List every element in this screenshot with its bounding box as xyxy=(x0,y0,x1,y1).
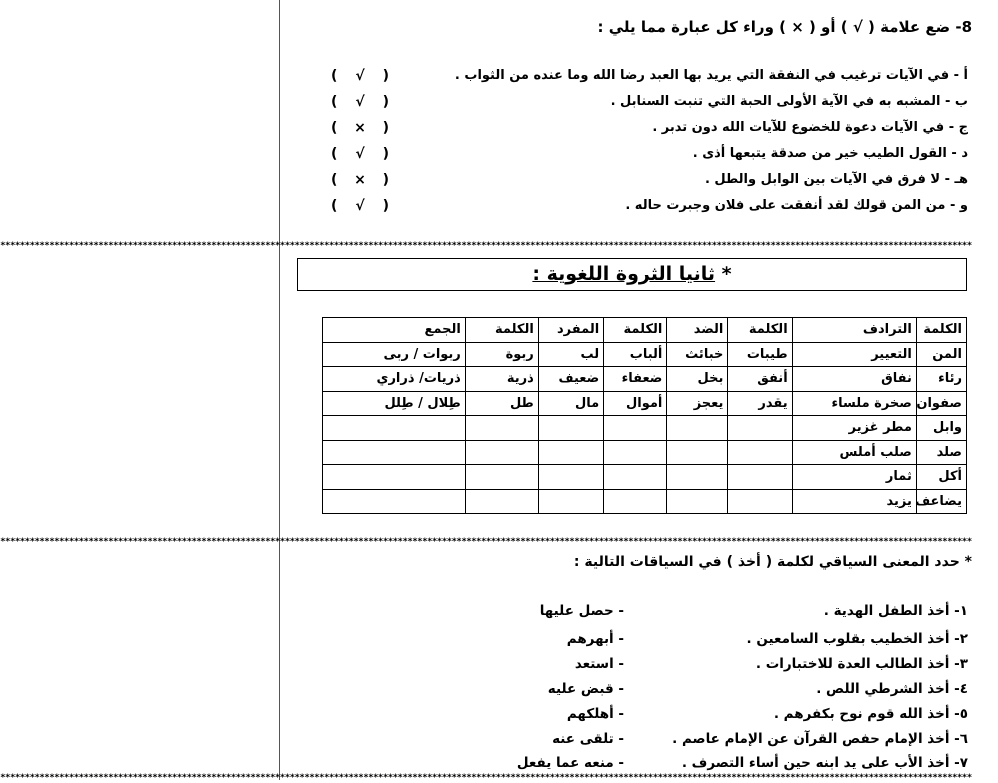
statement-b: ب - المشبه به في الآية الأولى الحبة التي تنبت السنابل . xyxy=(610,94,968,109)
table-cell: لب xyxy=(538,342,603,367)
table-cell xyxy=(667,465,728,490)
table-row xyxy=(323,489,967,514)
header-cell: الكلمة xyxy=(916,318,966,343)
context-answer-7: - منعه عما يفعل xyxy=(516,755,624,771)
table-cell: طِلال / طِلل xyxy=(323,391,466,416)
context-answer-1: - حصل عليها xyxy=(539,603,624,619)
table-cell: ضعيف xyxy=(538,367,603,392)
context-sentence-5: ٥- أخذ الله قوم نوح بكفرهم . xyxy=(773,706,968,722)
answer-mark-e: ( × ) xyxy=(331,172,389,188)
table-row xyxy=(323,342,967,367)
table-cell: ربوات / ربى xyxy=(323,342,466,367)
header-cell: الكلمة xyxy=(465,318,538,343)
answer-mark-a: ( √ ) xyxy=(331,68,389,84)
header-cell: الجمع xyxy=(323,318,466,343)
table-cell: أموال xyxy=(604,391,667,416)
separator-line: ****************************************************************************************************************************************************************************************************** xyxy=(0,241,972,251)
table-cell: صفوان xyxy=(916,391,966,416)
answer-mark-c: ( × ) xyxy=(331,120,389,136)
table-row xyxy=(323,391,967,416)
table-cell xyxy=(465,465,538,490)
table-cell xyxy=(667,489,728,514)
statement-a: أ - في الآيات ترغيب في النفقة التي يريد بها العبد رضا الله وما عنده من الثواب . xyxy=(454,68,968,83)
table-cell: ثمار xyxy=(792,465,916,490)
table-cell: صلب أملس xyxy=(792,440,916,465)
context-answer-6: - تلقى عنه xyxy=(552,731,624,747)
table-cell: التعيير xyxy=(792,342,916,367)
table-cell xyxy=(538,416,603,441)
table-cell: المن xyxy=(916,342,966,367)
header-cell: الكلمة xyxy=(728,318,792,343)
context-sentence-1: ١- أخذ الطفل الهدية . xyxy=(823,603,968,619)
statement-e: هـ - لا فرق في الآيات بين الوابل والطل . xyxy=(704,172,968,187)
separator-line: ****************************************************************************************************************************************************************************************************** xyxy=(0,537,972,547)
table-header-row xyxy=(323,318,967,343)
table-cell: أنفق xyxy=(728,367,792,392)
table-cell: ذرية xyxy=(465,367,538,392)
statement-d: د - القول الطيب خير من صدقة يتبعها أذى . xyxy=(692,146,968,161)
table-cell: مطر غزير xyxy=(792,416,916,441)
table-cell: مال xyxy=(538,391,603,416)
table-cell xyxy=(465,440,538,465)
table-cell xyxy=(323,416,466,441)
context-answer-3: - استعد xyxy=(574,656,624,672)
header-cell: الترادف xyxy=(792,318,916,343)
header-cell: الكلمة xyxy=(604,318,667,343)
answer-mark-d: ( √ ) xyxy=(331,146,389,162)
table-cell xyxy=(667,416,728,441)
table-cell: نفاق xyxy=(792,367,916,392)
table-cell xyxy=(667,440,728,465)
table-cell: طل xyxy=(465,391,538,416)
context-title: * حدد المعنى السياقي لكلمة ( أخذ ) في السياقات التالية : xyxy=(573,554,972,570)
context-answer-5: - أهلكهم xyxy=(566,706,624,722)
header-cell: الضد xyxy=(667,318,728,343)
context-sentence-6: ٦- أخذ الإمام حفص القرآن عن الإمام عاصم . xyxy=(672,731,968,747)
table-cell xyxy=(604,416,667,441)
table-cell: خبائث xyxy=(667,342,728,367)
section-header-box xyxy=(297,258,967,291)
table-cell: طيبات xyxy=(728,342,792,367)
separator-line: ****************************************************************************************************************************************************************************************************** xyxy=(0,773,972,783)
table-cell: بخل xyxy=(667,367,728,392)
table-row xyxy=(323,440,967,465)
table-cell: يضاعف xyxy=(916,489,966,514)
table-cell: صلد xyxy=(916,440,966,465)
table-cell xyxy=(728,465,792,490)
table-cell: ألباب xyxy=(604,342,667,367)
table-cell xyxy=(323,489,466,514)
table-row xyxy=(323,416,967,441)
table-row xyxy=(323,465,967,490)
header-cell: المفرد xyxy=(538,318,603,343)
table-cell xyxy=(604,440,667,465)
table-cell xyxy=(465,489,538,514)
context-sentence-7: ٧- أخذ الأب على يد ابنه حين أساء التصرف . xyxy=(681,755,968,771)
margin-line xyxy=(279,0,280,780)
context-answer-2: - أبهرهم xyxy=(566,631,624,647)
table-cell xyxy=(323,465,466,490)
table-cell xyxy=(728,440,792,465)
vocabulary-table xyxy=(322,317,967,514)
table-cell: ربوة xyxy=(465,342,538,367)
table-cell: وابل xyxy=(916,416,966,441)
context-sentence-2: ٢- أخذ الخطيب بقلوب السامعين . xyxy=(746,631,968,647)
table-cell xyxy=(323,440,466,465)
section-title: * ثانيا الثروة اللغوية : xyxy=(532,263,732,285)
answer-mark-f: ( √ ) xyxy=(331,198,389,214)
table-cell xyxy=(728,489,792,514)
table-cell xyxy=(465,416,538,441)
context-sentence-4: ٤- أخذ الشرطي اللص . xyxy=(816,681,968,697)
table-cell: ضعفاء xyxy=(604,367,667,392)
table-cell: يعجز xyxy=(667,391,728,416)
statement-f: و - من المن قولك لقد أنفقت على فلان وجبرت حاله . xyxy=(625,198,968,213)
table-cell: يقدر xyxy=(728,391,792,416)
context-answer-4: - قبض عليه xyxy=(547,681,624,697)
table-cell xyxy=(538,489,603,514)
table-cell xyxy=(538,440,603,465)
table-cell xyxy=(604,465,667,490)
question-title: 8- ضع علامة ( √ ) أو ( × ) وراء كل عبارة مما يلي : xyxy=(597,18,972,36)
answer-mark-b: ( √ ) xyxy=(331,94,389,110)
table-cell: يزيد xyxy=(792,489,916,514)
table-cell: رئاء xyxy=(916,367,966,392)
context-sentence-3: ٣- أخذ الطالب العدة للاختبارات . xyxy=(755,656,968,672)
table-cell: أكل xyxy=(916,465,966,490)
statement-c: ج - في الآيات دعوة للخضوع للآيات الله دون تدبر . xyxy=(652,120,968,135)
table-cell xyxy=(538,465,603,490)
table-cell: صخرة ملساء xyxy=(792,391,916,416)
table-row xyxy=(323,367,967,392)
table-cell xyxy=(604,489,667,514)
table-cell xyxy=(728,416,792,441)
table-cell: ذريات/ ذراري xyxy=(323,367,466,392)
